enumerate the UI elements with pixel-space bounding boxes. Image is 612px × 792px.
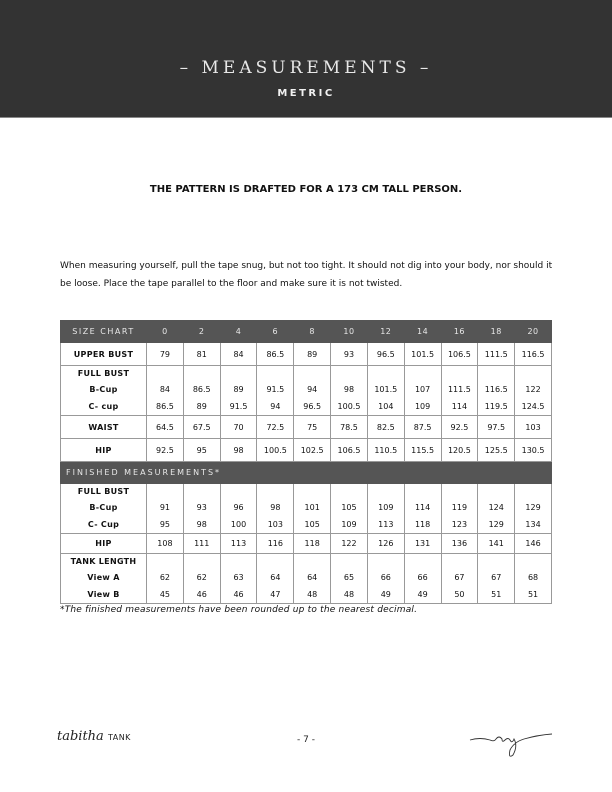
cell-value: 86.5 xyxy=(257,343,294,366)
cell-value: 92.5 xyxy=(147,439,184,462)
cell-value: 116.5 xyxy=(515,343,552,366)
cell-value: 49 xyxy=(417,590,428,599)
cell-value: 66 xyxy=(417,573,428,582)
size-header-16: 16 xyxy=(441,321,478,343)
sub-label: View A xyxy=(87,573,120,582)
cell-value: 93 xyxy=(196,503,207,512)
footnote: *The finished measurements have been rounded up to the nearest decimal. xyxy=(60,605,418,615)
cell-value-pair xyxy=(404,484,441,534)
cell-value: 91.5 xyxy=(229,402,248,411)
cell-value-pair xyxy=(294,554,331,604)
row-label: HIP xyxy=(61,534,147,554)
cell-value: 115.5 xyxy=(404,439,441,462)
size-header-14: 14 xyxy=(404,321,441,343)
cell-value: 119.5 xyxy=(484,402,508,411)
size-header-10: 10 xyxy=(331,321,368,343)
sub-label: C- cup xyxy=(88,402,119,411)
cell-value: 94 xyxy=(270,402,281,411)
cell-value: 89 xyxy=(294,343,331,366)
cell-value-pair xyxy=(515,484,552,534)
cell-value: 102.5 xyxy=(294,439,331,462)
cell-value: 109 xyxy=(378,503,394,512)
cell-value: 104 xyxy=(378,402,394,411)
cell-value: 45 xyxy=(159,590,170,599)
cell-value: 96.5 xyxy=(367,343,404,366)
cell-value: 51 xyxy=(491,590,502,599)
cell-value: 109 xyxy=(414,402,431,411)
table-row-upper-bust xyxy=(61,343,552,366)
sub-label: View B xyxy=(87,590,120,599)
size-header-18: 18 xyxy=(478,321,515,343)
cell-value: 120.5 xyxy=(441,439,478,462)
cell-value-pair xyxy=(478,366,515,416)
table-row-finished-hip xyxy=(61,534,552,554)
cell-value-pair xyxy=(441,366,478,416)
cell-value: 97.5 xyxy=(478,416,515,439)
cell-value: 48 xyxy=(343,590,355,599)
cell-value: 78.5 xyxy=(331,416,368,439)
cell-value: 64 xyxy=(270,573,281,582)
cell-value: 70 xyxy=(220,416,257,439)
cell-value: 84 xyxy=(220,343,257,366)
cell-value: 95 xyxy=(159,520,170,529)
cell-value-pair xyxy=(147,554,184,604)
cell-value-pair xyxy=(220,366,257,416)
cell-value: 62 xyxy=(159,573,170,582)
size-chart-table xyxy=(60,320,552,604)
cell-value: 100.5 xyxy=(257,439,294,462)
cell-value: 48 xyxy=(307,590,318,599)
cell-value: 64 xyxy=(307,573,318,582)
cell-value: 124.5 xyxy=(521,402,545,411)
cell-value: 122 xyxy=(525,385,541,394)
cell-value: 49 xyxy=(380,590,391,599)
cell-value: 109 xyxy=(341,520,357,529)
cell-value: 46 xyxy=(196,590,207,599)
cell-value-pair xyxy=(147,484,184,534)
table-row-tank-length xyxy=(61,554,552,604)
cell-value: 105 xyxy=(304,520,320,529)
cell-value: 116.5 xyxy=(484,385,508,394)
cell-value: 106.5 xyxy=(441,343,478,366)
cell-value: 79 xyxy=(147,343,184,366)
cell-value: 50 xyxy=(454,590,465,599)
cell-value-pair xyxy=(404,554,441,604)
cell-value: 129 xyxy=(488,520,504,529)
cell-value-pair xyxy=(257,366,294,416)
cell-value-pair xyxy=(331,484,368,534)
cell-value: 46 xyxy=(233,590,244,599)
cell-value: 92.5 xyxy=(441,416,478,439)
cell-value: 67 xyxy=(491,573,502,582)
cell-value: 96 xyxy=(233,503,244,512)
cell-value-pair xyxy=(478,484,515,534)
cell-value: 98 xyxy=(270,503,281,512)
cell-value: 101.5 xyxy=(374,385,398,394)
cell-value: 87.5 xyxy=(404,416,441,439)
cell-value-pair xyxy=(404,366,441,416)
table-header-row xyxy=(61,321,552,343)
cell-value-pair xyxy=(183,554,220,604)
cell-value: 111.5 xyxy=(447,385,471,394)
cell-value-pair xyxy=(294,366,331,416)
cell-value-pair xyxy=(441,484,478,534)
cell-value-pair xyxy=(478,554,515,604)
cell-value: 66 xyxy=(380,573,391,582)
finished-section-row xyxy=(61,462,552,484)
cell-value-pair xyxy=(294,484,331,534)
cell-value: 101 xyxy=(304,503,320,512)
cell-value: 98 xyxy=(343,385,355,394)
cell-value: 98 xyxy=(196,520,207,529)
cell-value: 124 xyxy=(488,503,504,512)
cell-value-pair xyxy=(220,484,257,534)
drafted-height-note: THE PATTERN IS DRAFTED FOR A 173 CM TALL PERSON. xyxy=(149,184,463,195)
cell-value: 146 xyxy=(515,534,552,554)
size-header-2: 2 xyxy=(183,321,220,343)
cell-value: 86.5 xyxy=(156,402,174,411)
row-label xyxy=(61,554,147,604)
table-row-hip xyxy=(61,439,552,462)
cell-value: 111 xyxy=(183,534,220,554)
cell-value: 125.5 xyxy=(478,439,515,462)
size-header-8: 8 xyxy=(294,321,331,343)
cell-value: 116 xyxy=(257,534,294,554)
cell-value: 68 xyxy=(527,573,539,582)
cell-value-pair xyxy=(147,366,184,416)
sub-label: C- Cup xyxy=(87,520,120,529)
size-header-4: 4 xyxy=(220,321,257,343)
cell-value: 89 xyxy=(196,402,207,411)
group-label: FULL BUST xyxy=(77,369,130,378)
cell-value: 108 xyxy=(147,534,184,554)
cell-value: 64.5 xyxy=(147,416,184,439)
row-label: HIP xyxy=(61,439,147,462)
table-row-full-bust xyxy=(61,366,552,416)
cell-value: 86.5 xyxy=(192,385,211,394)
cell-value: 118 xyxy=(294,534,331,554)
cell-value: 51 xyxy=(527,590,539,599)
cell-value: 103 xyxy=(267,520,283,529)
cell-value: 84 xyxy=(159,385,170,394)
cell-value: 75 xyxy=(294,416,331,439)
cell-value: 72.5 xyxy=(257,416,294,439)
brand-word: TANK xyxy=(107,733,131,742)
cell-value: 100.5 xyxy=(337,402,361,411)
finished-section-label: FINISHED MEASUREMENTS* xyxy=(61,462,552,484)
cell-value: 106.5 xyxy=(331,439,368,462)
brand-script: tabitha xyxy=(57,729,104,744)
size-header-20: 20 xyxy=(515,321,552,343)
cell-value: 126 xyxy=(367,534,404,554)
cell-value: 100 xyxy=(230,520,247,529)
table-row-waist xyxy=(61,416,552,439)
row-label: WAIST xyxy=(61,416,147,439)
cell-value: 123 xyxy=(451,520,468,529)
row-label xyxy=(61,366,147,416)
size-header-12: 12 xyxy=(367,321,404,343)
cell-value-pair xyxy=(515,554,552,604)
cell-value-pair xyxy=(515,366,552,416)
sub-label: B-Cup xyxy=(89,385,118,394)
brand-logo xyxy=(57,729,131,744)
cell-value: 89 xyxy=(233,385,244,394)
cell-value: 107 xyxy=(414,385,431,394)
cell-value-pair xyxy=(220,554,257,604)
sub-label: B-Cup xyxy=(89,503,118,512)
cell-value: 131 xyxy=(404,534,441,554)
cell-value-pair xyxy=(367,484,404,534)
cell-value: 130.5 xyxy=(515,439,552,462)
page-header xyxy=(0,0,612,118)
cell-value-pair xyxy=(331,554,368,604)
cell-value-pair xyxy=(441,554,478,604)
cell-value: 81 xyxy=(183,343,220,366)
cell-value: 96.5 xyxy=(303,402,322,411)
cell-value: 93 xyxy=(331,343,368,366)
cell-value: 91.5 xyxy=(266,385,285,394)
measuring-instructions: When measuring yourself, pull the tape snug, but not too tight. It should not dig into your body, nor should it be loose. Place the tape parallel to the floor and make sure it is not twisted. xyxy=(60,261,553,289)
cell-value: 82.5 xyxy=(367,416,404,439)
cell-value-pair xyxy=(331,366,368,416)
cell-value: 101.5 xyxy=(404,343,441,366)
cell-value: 98 xyxy=(220,439,257,462)
cell-value: 91 xyxy=(159,503,170,512)
cell-value: 67.5 xyxy=(183,416,220,439)
cell-value: 118 xyxy=(414,520,431,529)
size-header-0: 0 xyxy=(147,321,184,343)
cell-value-pair xyxy=(367,366,404,416)
cell-value-pair xyxy=(183,366,220,416)
row-label xyxy=(61,484,147,534)
cell-value-pair xyxy=(257,554,294,604)
page-title: – MEASUREMENTS – xyxy=(179,58,433,78)
table-row-finished-full-bust xyxy=(61,484,552,534)
cell-value: 63 xyxy=(233,573,244,582)
cell-value-pair xyxy=(257,484,294,534)
cell-value: 67 xyxy=(454,573,465,582)
cell-value: 134 xyxy=(525,520,541,529)
page-number: - 7 - xyxy=(297,735,315,745)
cell-value: 113 xyxy=(378,520,394,529)
cell-value: 94 xyxy=(307,385,318,394)
group-label: TANK LENGTH xyxy=(70,557,137,566)
cell-value-pair xyxy=(183,484,220,534)
cell-value-pair xyxy=(367,554,404,604)
cell-value: 119 xyxy=(451,503,468,512)
cell-value: 113 xyxy=(220,534,257,554)
cell-value: 114 xyxy=(414,503,431,512)
cell-value: 136 xyxy=(441,534,478,554)
cell-value: 129 xyxy=(525,503,541,512)
cell-value: 62 xyxy=(196,573,207,582)
cell-value: 103 xyxy=(515,416,552,439)
cell-value: 111.5 xyxy=(478,343,515,366)
cell-value: 141 xyxy=(478,534,515,554)
group-label: FULL BUST xyxy=(77,487,130,496)
cell-value: 105 xyxy=(341,503,357,512)
cell-value: 95 xyxy=(183,439,220,462)
size-chart-label: SIZE CHART xyxy=(61,321,147,343)
cell-value: 47 xyxy=(270,590,281,599)
cell-value: 110.5 xyxy=(367,439,404,462)
designer-signature-logo xyxy=(468,728,553,758)
cell-value: 122 xyxy=(331,534,368,554)
size-header-6: 6 xyxy=(257,321,294,343)
row-label: UPPER BUST xyxy=(61,343,147,366)
cell-value: 65 xyxy=(343,573,355,582)
cell-value: 114 xyxy=(451,402,468,411)
page-subtitle: METRIC xyxy=(277,88,335,99)
